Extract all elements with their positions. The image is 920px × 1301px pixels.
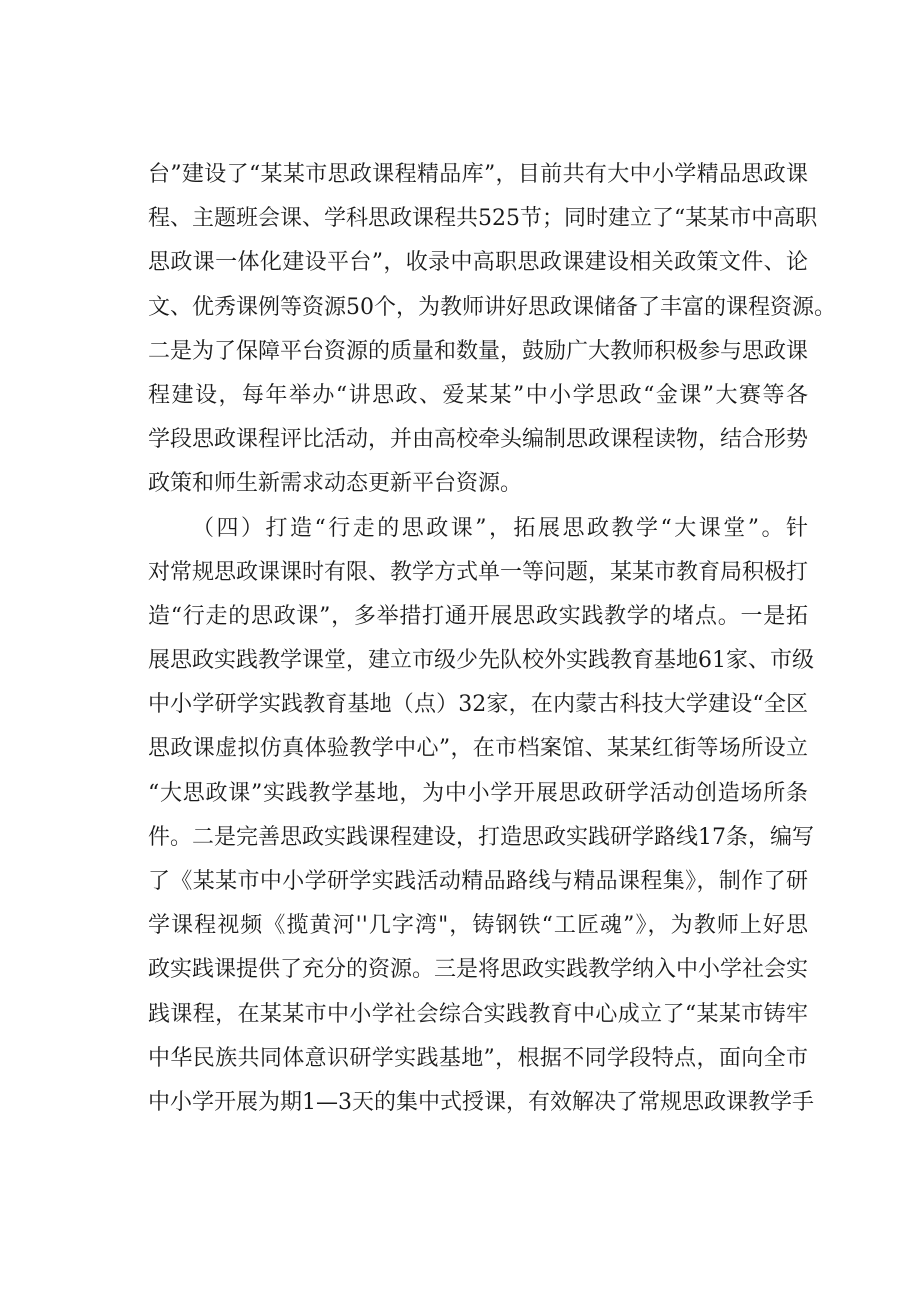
text-line: 中华民族共同体意识研学实践基地”，根据不同学段特点，面向全市 (148, 1045, 808, 1071)
text-line: 二是为了保障平台资源的质量和数量，鼓励广大教师积极参与思政课 (148, 338, 809, 364)
text-line: 程建设，每年举办“讲思政、爱某某”中小学思政“金课”大赛等各 (148, 382, 808, 408)
text-line: 践课程，在某某市中小学社会综合实践教育中心成立了“某某市铸牢 (148, 1001, 808, 1027)
text-line: 思政课虚拟仿真体验教学中心”，在市档案馆、某某红街等场所设立 (148, 736, 808, 762)
text-line: 政策和师生新需求动态更新平台资源。 (148, 471, 523, 497)
text-line: 台”建设了“某某市思政课程精品库”，目前共有大中小学精品思政课 (148, 162, 808, 187)
text-line: “大思政课”实践教学基地，为中小学开展思政研学活动创造场所条 (148, 780, 808, 806)
text-line: 文、优秀课例等资源50个，为教师讲好思政课储备了丰富的课程资源。 (148, 294, 836, 320)
text-line: 政实践课提供了充分的资源。三是将思政实践教学纳入中小学社会实 (148, 957, 809, 983)
text-line: 造“行走的思政课”，多举措打通开展思政实践教学的堵点。一是拓 (148, 603, 808, 629)
text-line: 思政课一体化建设平台”，收录中高职思政课建设相关政策文件、论 (148, 250, 808, 276)
text-line: 件。二是完善思政实践课程建设，打造思政实践研学路线17条，编写 (148, 824, 814, 850)
text-line: 学课程视频《揽黄河''几字湾"，铸钢铁“工匠魂”》，为教师上好思 (148, 913, 808, 939)
text-line: 对常规思政课课时有限、教学方式单一等问题，某某市教育局积极打 (148, 559, 809, 585)
body-text (148, 153, 836, 1125)
text-line: 展思政实践教学课堂，建立市级少先队校外实践教育基地61家、市级 (148, 648, 814, 674)
text-line: 程、主题班会课、学科思政课程共525节；同时建立了“某某市中高职 (148, 206, 818, 232)
text-line: 了《某某市中小学研学实践活动精品路线与精品课程集》，制作了研 (148, 869, 808, 894)
text-line: 中小学研学实践教育基地（点）32家，在内蒙古科技大学建设“全区 (148, 692, 808, 718)
text-line: 中小学开展为期1—3天的集中式授课，有效解决了常规思政课教学手 (148, 1089, 814, 1115)
section-heading-line: （四）打造“行走的思政课”，拓展思政教学“大课堂”。针 (192, 515, 808, 541)
text-line: 学段思政课程评比活动，并由高校牵头编制思政课程读物，结合形势 (148, 427, 809, 453)
